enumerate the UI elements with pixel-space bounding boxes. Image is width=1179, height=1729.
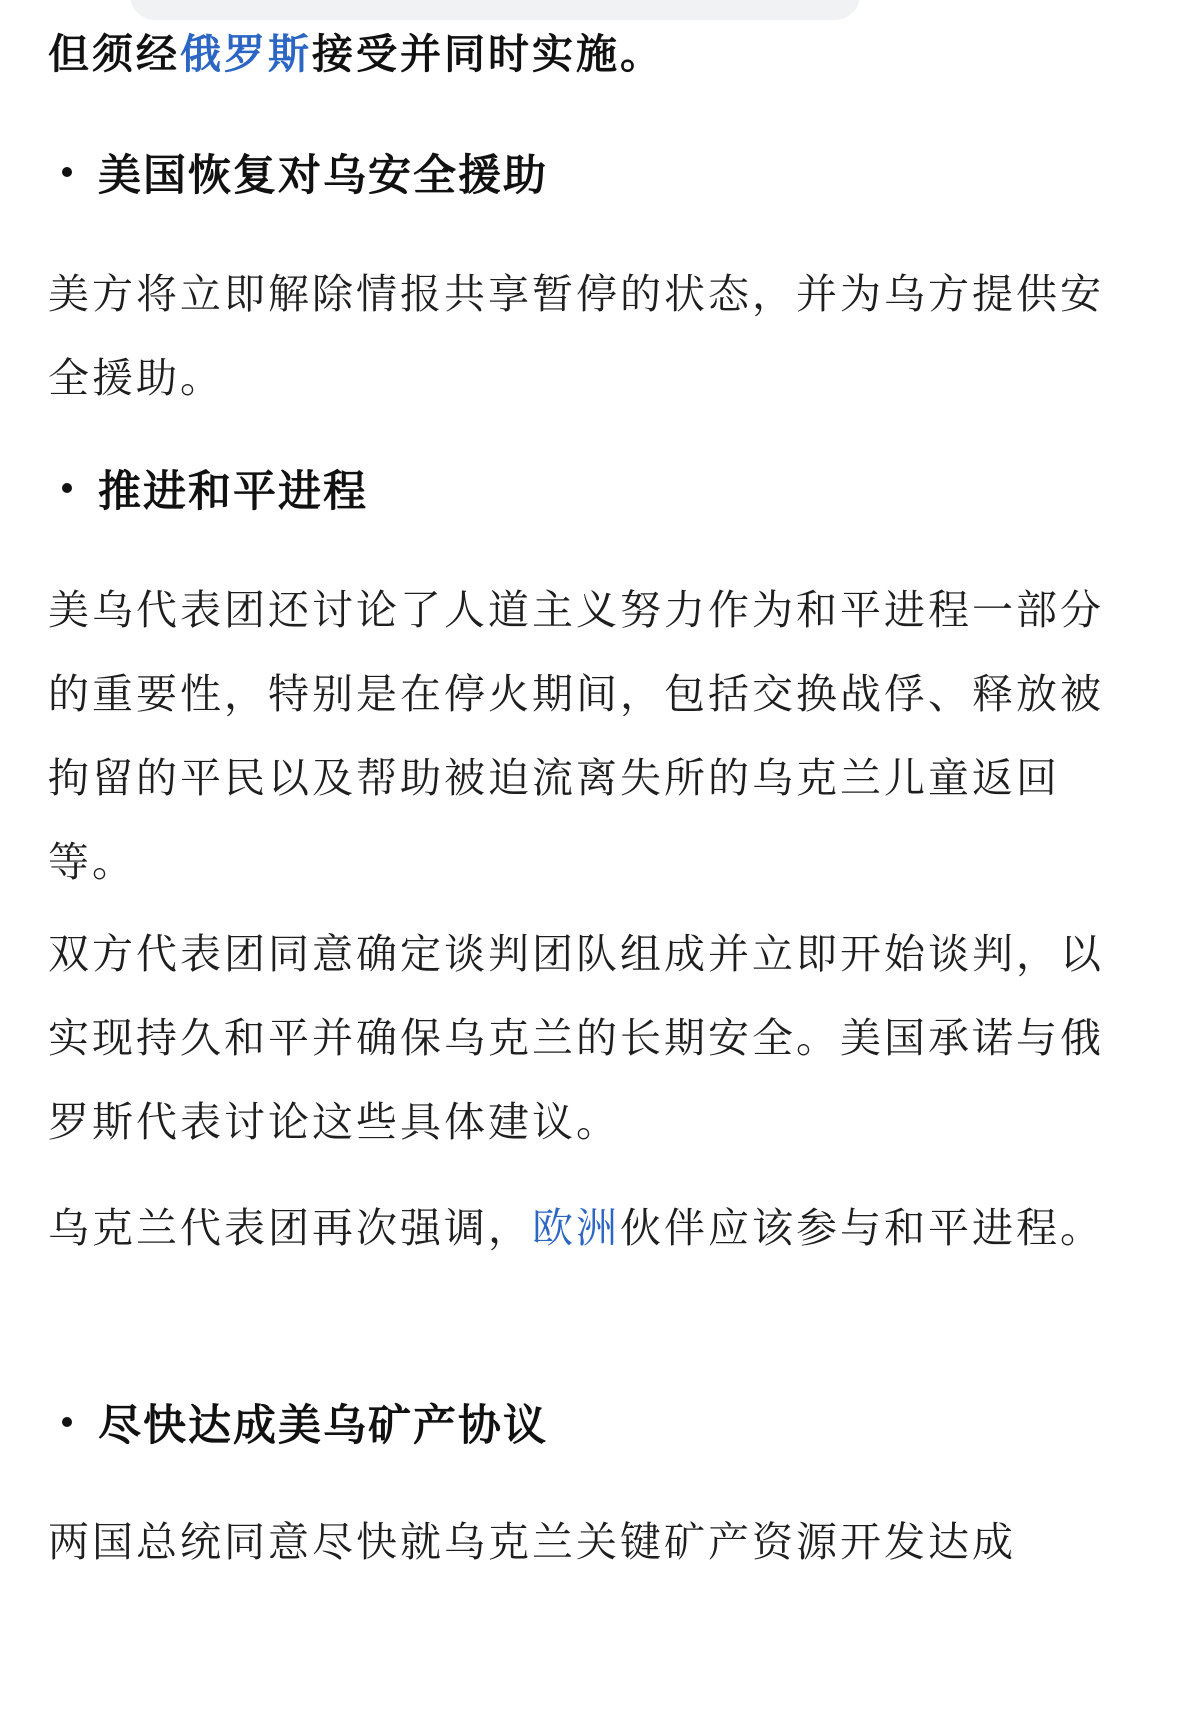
section-heading-text: 尽快达成美乌矿产协议 [98, 1400, 548, 1451]
section2-paragraph2: 双方代表团同意确定谈判团队组成并立即开始谈判，以实现持久和平并确保乌克兰的长期安全。美国承诺与俄罗斯代表讨论这些具体建议。 [48, 930, 1104, 1146]
section-heading-text: 推进和平进程 [98, 466, 368, 517]
intro-text-before: 但须经 [48, 30, 180, 78]
paragraph3-text-after: 伙伴应该参与和平进程。 [620, 1204, 1104, 1252]
section-heading-minerals-deal [48, 1380, 1133, 1464]
bullet-icon [62, 483, 72, 493]
section-heading-security-aid [48, 130, 1133, 214]
paragraph3-text-before: 乌克兰代表团再次强调， [48, 1204, 532, 1252]
section1-paragraph: 美方将立即解除情报共享暂停的状态，并为乌方提供安全援助。 [48, 270, 1104, 402]
section-heading-text: 美国恢复对乌安全援助 [98, 150, 548, 201]
bullet-icon [62, 167, 72, 177]
section-heading-peace-process [48, 446, 1133, 530]
bullet-icon [62, 1417, 72, 1427]
link-russia[interactable]: 俄罗斯 [180, 30, 312, 78]
link-europe[interactable]: 欧洲 [532, 1204, 620, 1252]
section2-paragraph1: 美乌代表团还讨论了人道主义努力作为和平进程一部分的重要性，特别是在停火期间，包括交换战俘、释放被拘留的平民以及帮助被迫流离失所的乌克兰儿童返回等。 [48, 586, 1104, 886]
section3-paragraph: 两国总统同意尽快就乌克兰关键矿产资源开发达成 [48, 1518, 1016, 1566]
intro-text-after: 接受并同时实施。 [312, 30, 664, 78]
section2-paragraph3 [48, 1186, 1133, 1270]
intro-paragraph [48, 12, 1133, 96]
